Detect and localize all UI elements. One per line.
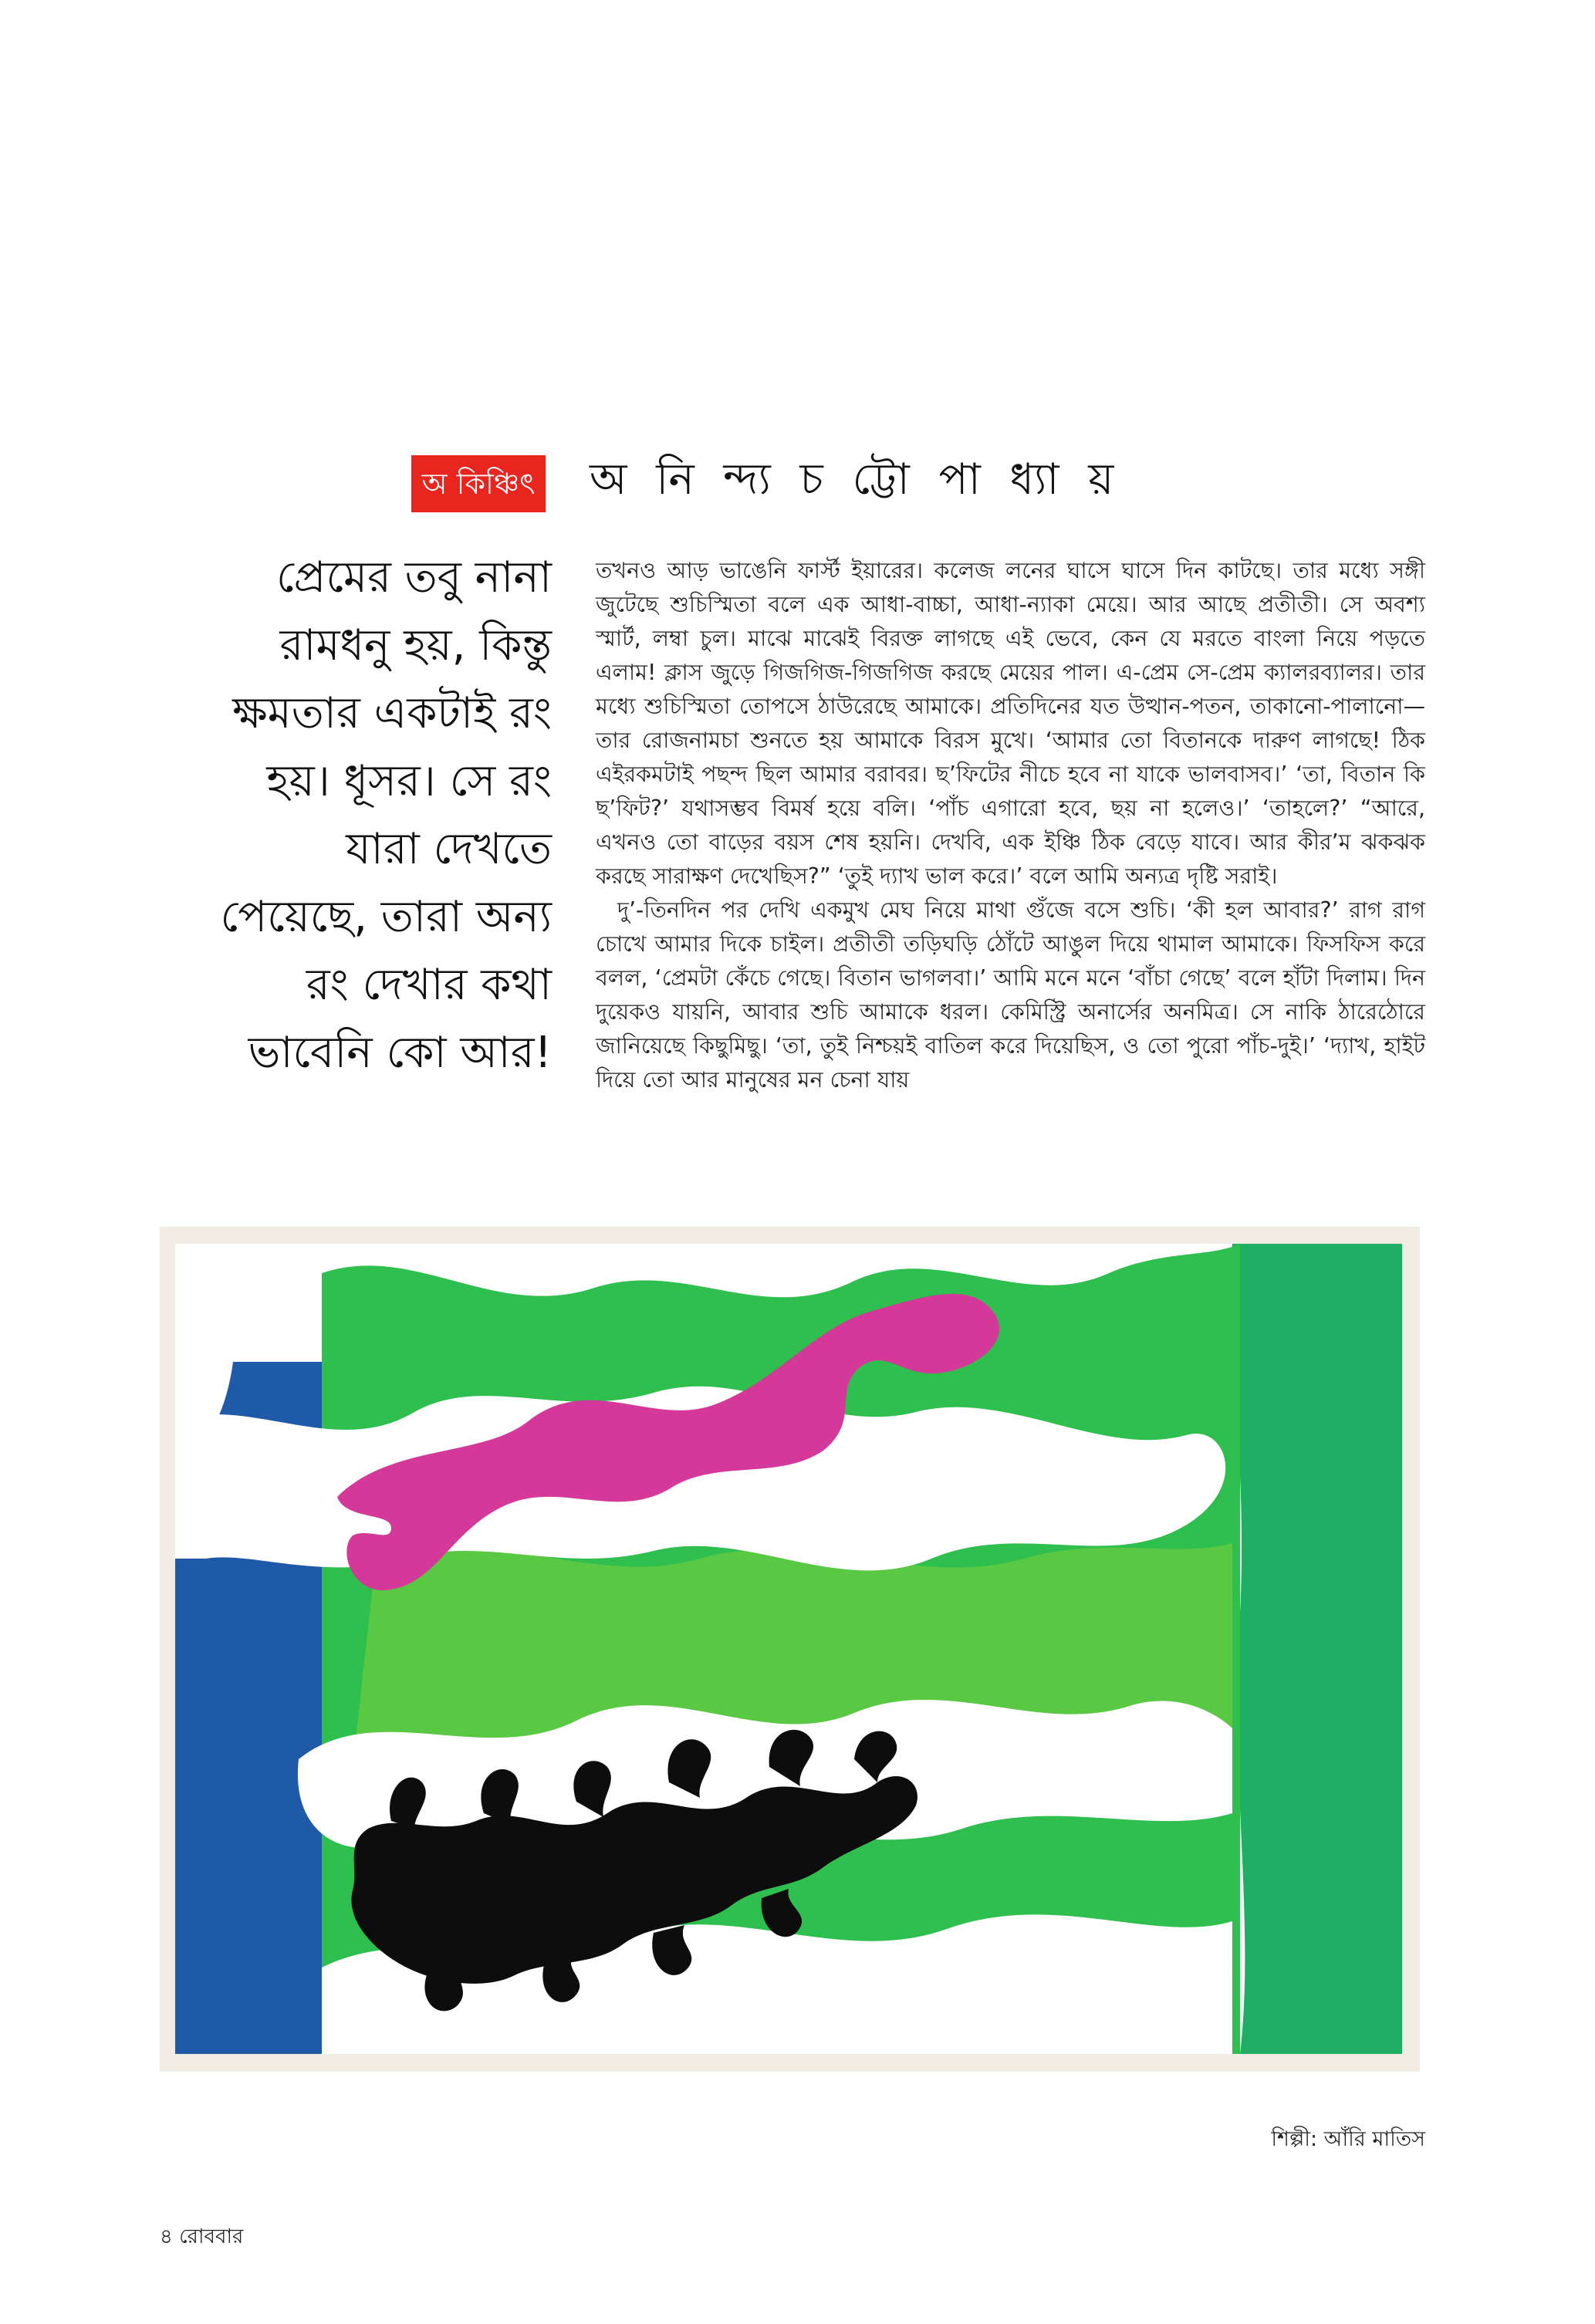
paragraph: দু’-তিনদিন পর দেখি একমুখ মেঘ নিয়ে মাথা গুঁজে বসে শুচি। ‘কী হল আবার?’ রাগ রাগ চোখে আমার দিকে চাইল। প্রতীতী তড়িঘড়ি ঠোঁটে আঙুল দিয়ে থামাল আমাকে। ফিসফিস করে বলল, ‘প্রেমটা কেঁচে গেছে। বিতান ভাগলবা।’ আমি মনে মনে ‘বাঁচা গেছে’ বলে হাঁটা দিলাম। দিন দুয়েকও যায়নি, আবার শুচি আমাকে ধরল। কেমিস্ট্রি অনার্সের অনমিত্র। সে নাকি ঠারেঠোরে জানিয়েছে কিছুমিছু। ‘তা, তুই নিশ্চয়ই বাতিল করে দিয়েছিস, ও তো পুরো পাঁচ-দুই।’ ‘দ্যাখ, হাইট দিয়ে তো আর মানুষের মন চেনা যায় xyxy=(596,897,1425,1093)
pull-quote: প্রেমের তবু নানা রামধনু হয়, কিন্তু ক্ষমতার একটাই রং হয়। ধূসর। সে রং যারা দেখতে পেয়েছে, তারা অন্য রং দেখার কথা ভাবেনি কো আর! xyxy=(220,552,552,1078)
paragraph: তখনও আড় ভাঙেনি ফার্স্ট ইয়ারের। কলেজ লনের ঘাসে ঘাসে দিন কাটছে। তার মধ্যে সঙ্গী জুটেছে শুচিস্মিতা বলে এক আধা-বাচ্চা, আধা-ন্যাকা মেয়ে। আর আছে প্রতীতী। সে অবশ্য স্মার্ট, লম্বা চুল। মাঝে মাঝেই বিরক্ত লাগছে এই ভেবে, কেন যে মরতে বাংলা নিয়ে পড়তে এলাম! ক্লাস জুড়ে গিজগিজ-গিজগিজ করছে মেয়ের পাল। এ-প্রেম সে-প্রেম ক্যালরব্যালর। তার মধ্যে শুচিস্মিতা তোপসে ঠাউরেছে আমাকে। প্রতিদিনের যত উত্থান-পতন, তাকানো-পালানো—তার রোজনামচা শুনতে হয় আমাকে বিরস মুখে। ‘আমার তো বিতানকে দারুণ লাগছে! ঠিক এইরকমটাই পছন্দ ছিল আমার বরাবর। ছ’ফিটের নীচে হবে না যাকে ভালবাসব।’ ‘তা, বিতান কি ছ’ফিট?’ যথাসম্ভব বিমর্ষ হয়ে বলি। ‘পাঁচ এগারো হবে, ছয় না হলেও।’ ‘তাহলে?’ “আরে, এখনও তো বাড়ের বয়স শেষ হয়নি। দেখবি, এক ইঞ্চি ঠিক বেড়ে যাবে। আর কীর’ম ঝকঝক করছে সারাক্ষণ দেখেছিস?” ‘তুই দ্যাখ ভাল করে।’ বলে আমি অন্যত্র দৃষ্টি সরাই। xyxy=(596,558,1425,889)
article-body xyxy=(596,554,1425,1097)
image-caption: শিল্পী: আঁরি মাতিস xyxy=(1271,2127,1425,2151)
matisse-artwork xyxy=(160,1227,1420,2072)
author-name: অ নি ন্দ্য চ ট্টো পা ধ্যা য় xyxy=(590,454,1122,505)
page-footer: ৪ রোববার xyxy=(160,2225,244,2248)
section-tag: অ কিঞ্চিৎ xyxy=(411,455,546,512)
